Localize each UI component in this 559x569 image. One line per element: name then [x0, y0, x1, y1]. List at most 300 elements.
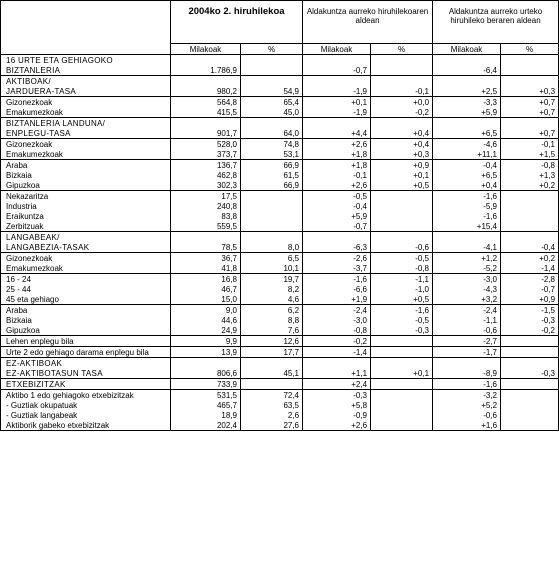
- value-cell: 564,8: [171, 97, 241, 108]
- value-cell: 901,7: [171, 128, 241, 139]
- table-row: [1, 325, 559, 336]
- row-label: BIZTANLERIA LANDUNA/: [1, 118, 171, 129]
- table-row: [1, 170, 559, 180]
- value-cell: [371, 191, 433, 202]
- value-cell: 65,4: [241, 97, 303, 108]
- value-cell: [371, 336, 433, 347]
- value-cell: -0,4: [433, 160, 501, 171]
- value-cell: +0,5: [371, 294, 433, 305]
- value-cell: [371, 76, 433, 87]
- value-cell: -5,9: [433, 201, 501, 211]
- value-cell: [371, 221, 433, 232]
- value-cell: +11,1: [433, 149, 501, 160]
- value-cell: +1,1: [303, 368, 371, 379]
- value-cell: 24,9: [171, 325, 241, 336]
- value-cell: -5,2: [433, 263, 501, 274]
- value-cell: +2,5: [433, 86, 501, 97]
- value-cell: +0,2: [501, 180, 559, 191]
- value-cell: -0,5: [303, 191, 371, 202]
- row-label: ETXEBIZITZAK: [1, 379, 171, 390]
- table-row: [1, 160, 559, 171]
- value-cell: 46,7: [171, 284, 241, 294]
- row-label: 45 eta gehiago: [1, 294, 171, 305]
- value-cell: [501, 65, 559, 76]
- value-cell: 64,0: [241, 128, 303, 139]
- row-label: ENPLEGU-TASA: [1, 128, 171, 139]
- value-cell: 806,6: [171, 368, 241, 379]
- value-cell: -4,3: [433, 284, 501, 294]
- value-cell: 44,6: [171, 315, 241, 325]
- subheader-thousands: Milakoak: [433, 44, 501, 55]
- value-cell: -2,4: [433, 305, 501, 316]
- subheader-percent: %: [371, 44, 433, 55]
- value-cell: -6,6: [303, 284, 371, 294]
- value-cell: [371, 347, 433, 358]
- value-cell: [501, 232, 559, 243]
- value-cell: 531,5: [171, 390, 241, 401]
- value-cell: [501, 410, 559, 420]
- value-cell: [241, 211, 303, 221]
- table-row: [1, 180, 559, 191]
- value-cell: -2,4: [303, 305, 371, 316]
- value-cell: [241, 65, 303, 76]
- value-cell: 136,7: [171, 160, 241, 171]
- table-row: [1, 358, 559, 369]
- header-year-change: Aldakuntza aurreko urteko hiruhileko beraren aldean: [433, 1, 559, 44]
- row-label: Industria: [1, 201, 171, 211]
- table-row: [1, 65, 559, 76]
- value-cell: -8,9: [433, 368, 501, 379]
- row-label: JARDUERA-TASA: [1, 86, 171, 97]
- value-cell: 528,0: [171, 139, 241, 150]
- value-cell: +0,9: [371, 160, 433, 171]
- row-label: Aktibo 1 edo gehiagoko etxebizitzak: [1, 390, 171, 401]
- row-label: Gizonezkoak: [1, 97, 171, 108]
- table-row: [1, 379, 559, 390]
- row-label: 25 - 44: [1, 284, 171, 294]
- value-cell: +0,7: [501, 97, 559, 108]
- table-row: [1, 336, 559, 347]
- row-label: Bizkaia: [1, 170, 171, 180]
- table-row: [1, 76, 559, 87]
- value-cell: 373,7: [171, 149, 241, 160]
- value-cell: +1,3: [501, 170, 559, 180]
- value-cell: [371, 55, 433, 66]
- value-cell: -6,4: [433, 65, 501, 76]
- value-cell: -3,0: [303, 315, 371, 325]
- value-cell: -0,7: [501, 284, 559, 294]
- value-cell: [241, 118, 303, 129]
- table-row: [1, 107, 559, 118]
- value-cell: [241, 221, 303, 232]
- value-cell: +5,2: [433, 400, 501, 410]
- value-cell: +2,6: [303, 420, 371, 431]
- row-label: Gipuzkoa: [1, 180, 171, 191]
- value-cell: -0,6: [371, 242, 433, 253]
- value-cell: [241, 379, 303, 390]
- value-cell: [501, 400, 559, 410]
- value-cell: [241, 191, 303, 202]
- value-cell: -4,1: [433, 242, 501, 253]
- value-cell: +0,1: [303, 97, 371, 108]
- value-cell: -2,8: [501, 274, 559, 285]
- value-cell: 4,6: [241, 294, 303, 305]
- value-cell: -0,5: [371, 253, 433, 264]
- value-cell: -0,2: [371, 107, 433, 118]
- value-cell: -0,1: [371, 86, 433, 97]
- row-label: - Guztiak okupatuak: [1, 400, 171, 410]
- table-row: [1, 232, 559, 243]
- row-label: Gizonezkoak: [1, 253, 171, 264]
- table-row: [1, 86, 559, 97]
- table-row: [1, 253, 559, 264]
- value-cell: [371, 65, 433, 76]
- row-label: Bizkaia: [1, 315, 171, 325]
- value-cell: 1.786,9: [171, 65, 241, 76]
- value-cell: -0,7: [303, 65, 371, 76]
- table-row: [1, 305, 559, 316]
- value-cell: 15,0: [171, 294, 241, 305]
- row-label: Emakumezkoak: [1, 149, 171, 160]
- value-cell: 9,9: [171, 336, 241, 347]
- value-cell: +0,0: [371, 97, 433, 108]
- header-period: 2004ko 2. hiruhilekoa: [171, 1, 303, 44]
- value-cell: -0,1: [501, 139, 559, 150]
- value-cell: [303, 55, 371, 66]
- value-cell: [171, 118, 241, 129]
- value-cell: -1,6: [371, 305, 433, 316]
- value-cell: -4,6: [433, 139, 501, 150]
- value-cell: 8,2: [241, 284, 303, 294]
- value-cell: -0,2: [501, 325, 559, 336]
- subheader-percent: %: [501, 44, 559, 55]
- value-cell: +1,6: [433, 420, 501, 431]
- row-label: Gizonezkoak: [1, 139, 171, 150]
- value-cell: 18,9: [171, 410, 241, 420]
- value-cell: -3,2: [433, 390, 501, 401]
- table-row: [1, 97, 559, 108]
- value-cell: [371, 232, 433, 243]
- table-row: [1, 221, 559, 232]
- subheader-empty-cell: [1, 44, 171, 55]
- value-cell: 8,0: [241, 242, 303, 253]
- row-label: LANGABEAK/: [1, 232, 171, 243]
- row-label: LANGABEZIA-TASAK: [1, 242, 171, 253]
- table-row: [1, 284, 559, 294]
- value-cell: -1,6: [303, 274, 371, 285]
- value-cell: [303, 76, 371, 87]
- value-cell: -0,1: [303, 170, 371, 180]
- value-cell: -2,7: [433, 336, 501, 347]
- value-cell: [501, 76, 559, 87]
- value-cell: +0,2: [501, 253, 559, 264]
- value-cell: [501, 55, 559, 66]
- value-cell: 17,5: [171, 191, 241, 202]
- row-label: EZ-AKTIBOTASUN TASA: [1, 368, 171, 379]
- value-cell: [241, 201, 303, 211]
- value-cell: 8,8: [241, 315, 303, 325]
- value-cell: +0,7: [501, 107, 559, 118]
- value-cell: 41,8: [171, 263, 241, 274]
- header-quarter-change: Aldakuntza aurreko hiruhilekoaren aldean: [303, 1, 433, 44]
- value-cell: 72,4: [241, 390, 303, 401]
- value-cell: [501, 211, 559, 221]
- value-cell: +15,4: [433, 221, 501, 232]
- value-cell: +1,8: [303, 149, 371, 160]
- subheader-thousands: Milakoak: [303, 44, 371, 55]
- value-cell: +0,4: [433, 180, 501, 191]
- value-cell: [371, 201, 433, 211]
- value-cell: [371, 358, 433, 369]
- table-row: [1, 400, 559, 410]
- value-cell: 78,5: [171, 242, 241, 253]
- subheader-thousands: Milakoak: [171, 44, 241, 55]
- value-cell: 63,5: [241, 400, 303, 410]
- row-label: Aktiborik gabeko etxebizitzak: [1, 420, 171, 431]
- value-cell: [501, 347, 559, 358]
- subheader-row: [1, 44, 559, 55]
- value-cell: 12,6: [241, 336, 303, 347]
- row-label: Urte 2 edo gehiago darama enplegu bila: [1, 347, 171, 358]
- value-cell: [171, 55, 241, 66]
- row-label: Gipuzkoa: [1, 325, 171, 336]
- value-cell: -3,3: [433, 97, 501, 108]
- row-label: Emakumezkoak: [1, 263, 171, 274]
- row-label: - Guztiak langabeak: [1, 410, 171, 420]
- table-row: [1, 139, 559, 150]
- value-cell: [501, 390, 559, 401]
- value-cell: +2,6: [303, 139, 371, 150]
- value-cell: -0,3: [371, 325, 433, 336]
- value-cell: [371, 420, 433, 431]
- value-cell: [501, 358, 559, 369]
- value-cell: 66,9: [241, 160, 303, 171]
- value-cell: -1,9: [303, 107, 371, 118]
- value-cell: [501, 191, 559, 202]
- value-cell: -0,3: [303, 390, 371, 401]
- value-cell: +5,9: [433, 107, 501, 118]
- value-cell: -3,0: [433, 274, 501, 285]
- value-cell: +0,4: [371, 128, 433, 139]
- value-cell: 54,9: [241, 86, 303, 97]
- value-cell: [171, 232, 241, 243]
- value-cell: -0,2: [303, 336, 371, 347]
- table-row: [1, 368, 559, 379]
- value-cell: 74,8: [241, 139, 303, 150]
- value-cell: -1,5: [501, 305, 559, 316]
- value-cell: -1,1: [371, 274, 433, 285]
- value-cell: +0,4: [371, 139, 433, 150]
- table-body: [1, 55, 559, 431]
- value-cell: [371, 400, 433, 410]
- table-row: [1, 128, 559, 139]
- value-cell: 6,5: [241, 253, 303, 264]
- value-cell: [501, 379, 559, 390]
- value-cell: +2,4: [303, 379, 371, 390]
- value-cell: 16,8: [171, 274, 241, 285]
- table-row: [1, 274, 559, 285]
- value-cell: [501, 336, 559, 347]
- row-label: EZ-AKTIBOAK: [1, 358, 171, 369]
- subheader-percent: %: [241, 44, 303, 55]
- table-row: [1, 55, 559, 66]
- value-cell: [371, 410, 433, 420]
- value-cell: [303, 358, 371, 369]
- row-label: Eraikuntza: [1, 211, 171, 221]
- table-row: [1, 315, 559, 325]
- value-cell: 462,8: [171, 170, 241, 180]
- value-cell: -1,7: [433, 347, 501, 358]
- value-cell: [241, 76, 303, 87]
- value-cell: [433, 232, 501, 243]
- value-cell: -1,4: [303, 347, 371, 358]
- value-cell: 202,4: [171, 420, 241, 431]
- value-cell: 45,0: [241, 107, 303, 118]
- table-row: [1, 410, 559, 420]
- value-cell: -2,6: [303, 253, 371, 264]
- value-cell: [501, 221, 559, 232]
- value-cell: [303, 232, 371, 243]
- value-cell: +0,1: [371, 368, 433, 379]
- row-label: Araba: [1, 305, 171, 316]
- value-cell: +1,2: [433, 253, 501, 264]
- value-cell: [171, 358, 241, 369]
- value-cell: 27,6: [241, 420, 303, 431]
- value-cell: -1,4: [501, 263, 559, 274]
- value-cell: +0,9: [501, 294, 559, 305]
- value-cell: [433, 55, 501, 66]
- value-cell: 980,2: [171, 86, 241, 97]
- value-cell: 240,8: [171, 201, 241, 211]
- value-cell: [501, 118, 559, 129]
- value-cell: 302,3: [171, 180, 241, 191]
- value-cell: -0,7: [303, 221, 371, 232]
- value-cell: 733,9: [171, 379, 241, 390]
- row-label: Nekazaritza: [1, 191, 171, 202]
- value-cell: +6,5: [433, 170, 501, 180]
- value-cell: -0,8: [303, 325, 371, 336]
- value-cell: -0,4: [303, 201, 371, 211]
- value-cell: [433, 76, 501, 87]
- row-label: 16 - 24: [1, 274, 171, 285]
- value-cell: +1,5: [501, 149, 559, 160]
- value-cell: -1,1: [433, 315, 501, 325]
- value-cell: -0,3: [501, 368, 559, 379]
- value-cell: +0,3: [501, 86, 559, 97]
- row-label: BIZTANLERIA: [1, 65, 171, 76]
- value-cell: -1,9: [303, 86, 371, 97]
- value-cell: +0,5: [371, 180, 433, 191]
- value-cell: [371, 211, 433, 221]
- value-cell: 559,5: [171, 221, 241, 232]
- row-label: AKTIBOAK/: [1, 76, 171, 87]
- value-cell: [501, 201, 559, 211]
- value-cell: 13,9: [171, 347, 241, 358]
- value-cell: [433, 358, 501, 369]
- value-cell: 415,5: [171, 107, 241, 118]
- value-cell: -0,4: [501, 242, 559, 253]
- row-label: Lehen enplegu bila: [1, 336, 171, 347]
- value-cell: -0,6: [433, 325, 501, 336]
- header-row: [1, 1, 559, 44]
- value-cell: [433, 118, 501, 129]
- value-cell: 83,8: [171, 211, 241, 221]
- value-cell: +0,1: [371, 170, 433, 180]
- value-cell: -1,6: [433, 211, 501, 221]
- value-cell: 7,6: [241, 325, 303, 336]
- value-cell: +1,9: [303, 294, 371, 305]
- value-cell: +1,8: [303, 160, 371, 171]
- value-cell: [241, 55, 303, 66]
- value-cell: 36,7: [171, 253, 241, 264]
- value-cell: -3,7: [303, 263, 371, 274]
- table-row: [1, 242, 559, 253]
- value-cell: +5,9: [303, 211, 371, 221]
- value-cell: -0,3: [501, 315, 559, 325]
- row-label: Zerbitzuak: [1, 221, 171, 232]
- row-label: Araba: [1, 160, 171, 171]
- value-cell: -0,9: [303, 410, 371, 420]
- table-row: [1, 347, 559, 358]
- table-row: [1, 191, 559, 202]
- header-empty-cell: [1, 1, 171, 44]
- value-cell: +4,4: [303, 128, 371, 139]
- value-cell: 61,5: [241, 170, 303, 180]
- value-cell: 6,2: [241, 305, 303, 316]
- value-cell: [171, 76, 241, 87]
- table-row: [1, 390, 559, 401]
- value-cell: 9,0: [171, 305, 241, 316]
- value-cell: 19,7: [241, 274, 303, 285]
- value-cell: [241, 232, 303, 243]
- value-cell: 10,1: [241, 263, 303, 274]
- value-cell: [371, 118, 433, 129]
- value-cell: +5,8: [303, 400, 371, 410]
- value-cell: +0,3: [371, 149, 433, 160]
- value-cell: [371, 390, 433, 401]
- table-row: [1, 263, 559, 274]
- table-row: [1, 118, 559, 129]
- value-cell: 45,1: [241, 368, 303, 379]
- value-cell: -0,8: [371, 263, 433, 274]
- table-row: [1, 211, 559, 221]
- value-cell: [371, 379, 433, 390]
- row-label: 16 URTE ETA GEHIAGOKO: [1, 55, 171, 66]
- value-cell: -1,6: [433, 379, 501, 390]
- value-cell: +6,5: [433, 128, 501, 139]
- value-cell: 53,1: [241, 149, 303, 160]
- value-cell: -0,5: [371, 315, 433, 325]
- value-cell: 465,7: [171, 400, 241, 410]
- value-cell: -0,6: [433, 410, 501, 420]
- value-cell: [303, 118, 371, 129]
- value-cell: +3,2: [433, 294, 501, 305]
- value-cell: 66,9: [241, 180, 303, 191]
- value-cell: [241, 358, 303, 369]
- table-row: [1, 201, 559, 211]
- table-row: [1, 149, 559, 160]
- row-label: Emakumezkoak: [1, 107, 171, 118]
- value-cell: -6,3: [303, 242, 371, 253]
- table-row: [1, 294, 559, 305]
- value-cell: +2,6: [303, 180, 371, 191]
- value-cell: [501, 420, 559, 431]
- value-cell: -1,0: [371, 284, 433, 294]
- value-cell: -1,6: [433, 191, 501, 202]
- value-cell: 17,7: [241, 347, 303, 358]
- value-cell: +0,7: [501, 128, 559, 139]
- table-row: [1, 420, 559, 431]
